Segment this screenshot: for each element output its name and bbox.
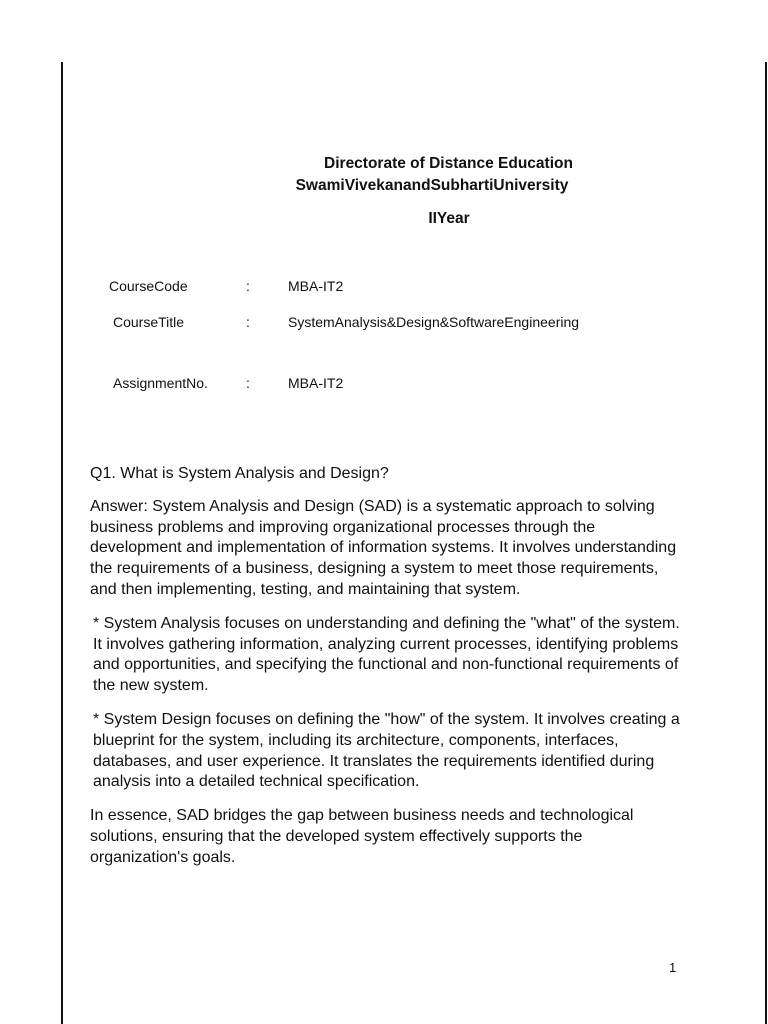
course-code-colon: : bbox=[246, 278, 250, 294]
bullet-system-design: * System Design focuses on defining the "how" of the system. It involves creating a blueprint for the system, including its architecture, components, interfaces, databases, and user experience. It translates the requirements identified during analysis into a detailed technical specification. bbox=[93, 710, 680, 791]
course-code-label: CourseCode bbox=[109, 278, 188, 294]
assignment-no-colon: : bbox=[246, 375, 250, 391]
course-title-value: SystemAnalysis&Design&SoftwareEngineering bbox=[288, 314, 580, 330]
answer-paragraph: Answer: System Analysis and Design (SAD) is a systematic approach to solving business problems and improving organizational processes through the development and implementation of information systems. It involves understanding the requirements of a business, designing a system to meet those requirements, and then implementing, testing, and maintaining that system. bbox=[90, 497, 677, 598]
course-code-value: MBA-IT2 bbox=[288, 278, 344, 294]
assignment-no-label: AssignmentNo. bbox=[113, 375, 208, 391]
page-border-right bbox=[765, 62, 767, 1024]
course-title-colon: : bbox=[246, 314, 250, 330]
course-title-label: CourseTitle bbox=[113, 314, 185, 330]
assignment-content bbox=[90, 464, 680, 882]
page-number: 1 bbox=[669, 960, 677, 975]
conclusion-paragraph: In essence, SAD bridges the gap between business needs and technological solutions, ensuring that the developed system effectively supports the organization's goals. bbox=[90, 807, 634, 866]
university-name: SwamiVivekanandSubhartiUniversity bbox=[295, 177, 569, 194]
directorate-title: Directorate of Distance Education bbox=[324, 155, 573, 172]
bullet-system-analysis: * System Analysis focuses on understanding and defining the "what" of the system. It involves gathering information, analyzing current processes, identifying problems and opportunities, and specifying the functional and non-functional requirements of the new system. bbox=[93, 614, 680, 695]
question-heading: Q1. What is System Analysis and Design? bbox=[90, 465, 389, 482]
document-header bbox=[63, 153, 765, 230]
year-label: IIYear bbox=[428, 210, 470, 227]
assignment-no-value: MBA-IT2 bbox=[288, 375, 344, 391]
